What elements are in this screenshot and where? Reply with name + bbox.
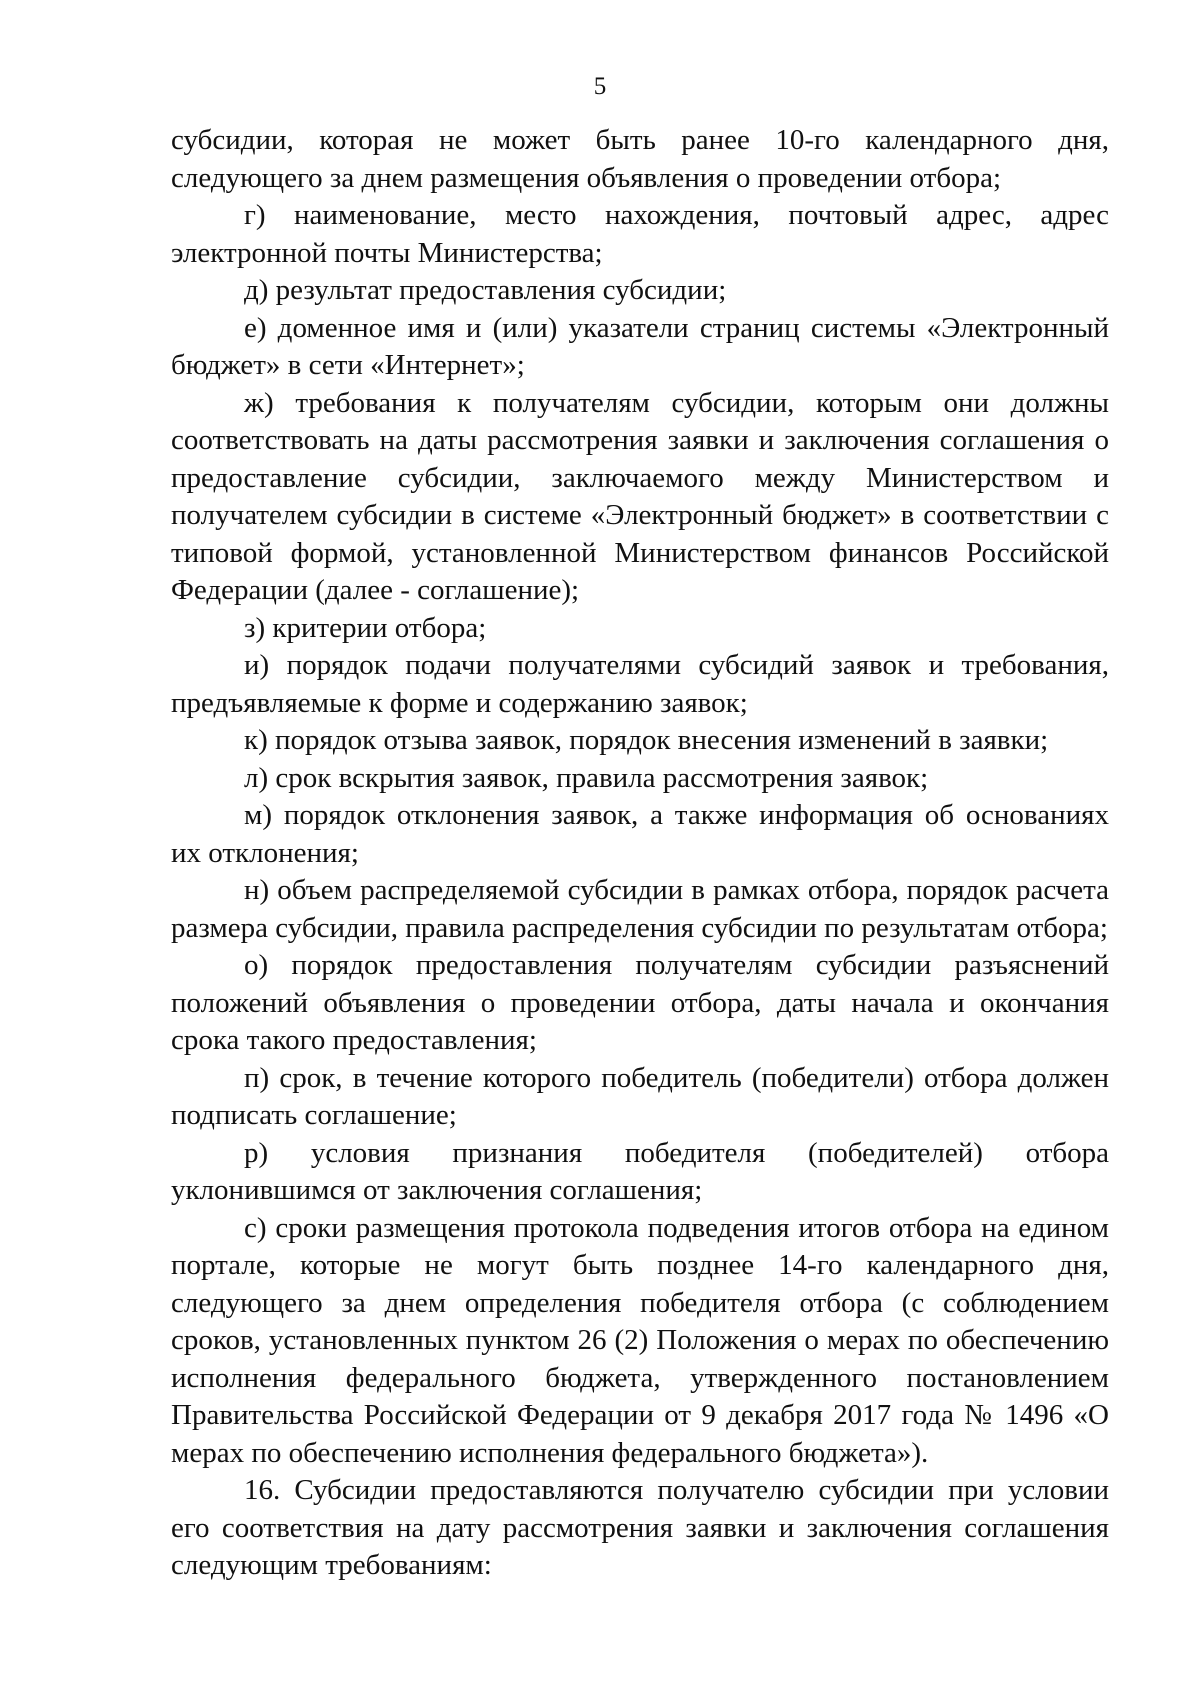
- paragraph-item-i: и) порядок подачи получателями субсидий заявок и требования, предъявляемые к форме и содержанию заявок;: [171, 649, 1109, 719]
- paragraph-item-z: з) критерии отбора;: [244, 611, 487, 644]
- paragraph-continuation: субсидии, которая не может быть ранее 10-го календарного дня, следующего за днем размещения объявления о проведении отбора;: [171, 124, 1109, 194]
- paragraph-item-r: р) условия признания победителя (победителей) отбора уклонившимся от заключения соглашения;: [171, 1136, 1109, 1206]
- paragraph-item-s: с) сроки размещения протокола подведения итогов отбора на едином портале, которые не могут быть позднее 14-го календарного дня, следующего за днем определения победителя отбора (с соблюдением сроков, установленных пунктом 26 (2) Положения о мерах по обеспечению исполнения федерального бюджета, утвержденного постановлением Правительства Российской Федерации от 9 декабря 2017 года № 1496 «О мерах по обеспечению исполнения федерального бюджета»).: [171, 1211, 1109, 1469]
- document-body: [171, 122, 1109, 1585]
- paragraph-item-e: е) доменное имя и (или) указатели страниц системы «Электронный бюджет» в сети «Интернет»;: [171, 311, 1109, 381]
- page-number: 5: [593, 73, 607, 100]
- paragraph-item-p: п) срок, в течение которого победитель (победители) отбора должен подписать соглашение;: [171, 1061, 1109, 1131]
- paragraph-item-zh: ж) требования к получателям субсидии, которым они должны соответствовать на даты рассмотрения заявки и заключения соглашения о предоставление субсидии, заключаемого между Министерством и получателем субсидии в системе «Электронный бюджет» в соответствии с типовой формой, установленной Министерством финансов Российской Федерации (далее - соглашение);: [171, 386, 1109, 606]
- paragraph-item-g: г) наименование, место нахождения, почтовый адрес, адрес электронной почты Министерства;: [171, 199, 1109, 269]
- paragraph-section-16: 16. Субсидии предоставляются получателю субсидии при условии его соответствия на дату рассмотрения заявки и заключения соглашения следующим требованиям:: [171, 1474, 1109, 1581]
- paragraph-item-l: л) срок вскрытия заявок, правила рассмотрения заявок;: [244, 761, 929, 794]
- paragraph-item-n: н) объем распределяемой субсидии в рамках отбора, порядок расчета размера субсидии, правила распределения субсидии по результатам отбора;: [171, 874, 1109, 944]
- paragraph-item-o: о) порядок предоставления получателям субсидии разъяснений положений объявления о проведении отбора, даты начала и окончания срока такого предоставления;: [171, 949, 1109, 1056]
- paragraph-item-m: м) порядок отклонения заявок, а также информация об основаниях их отклонения;: [171, 799, 1109, 869]
- paragraph-item-d: д) результат предоставления субсидии;: [244, 274, 727, 306]
- paragraph-item-k: к) порядок отзыва заявок, порядок внесения изменений в заявки;: [244, 724, 1049, 756]
